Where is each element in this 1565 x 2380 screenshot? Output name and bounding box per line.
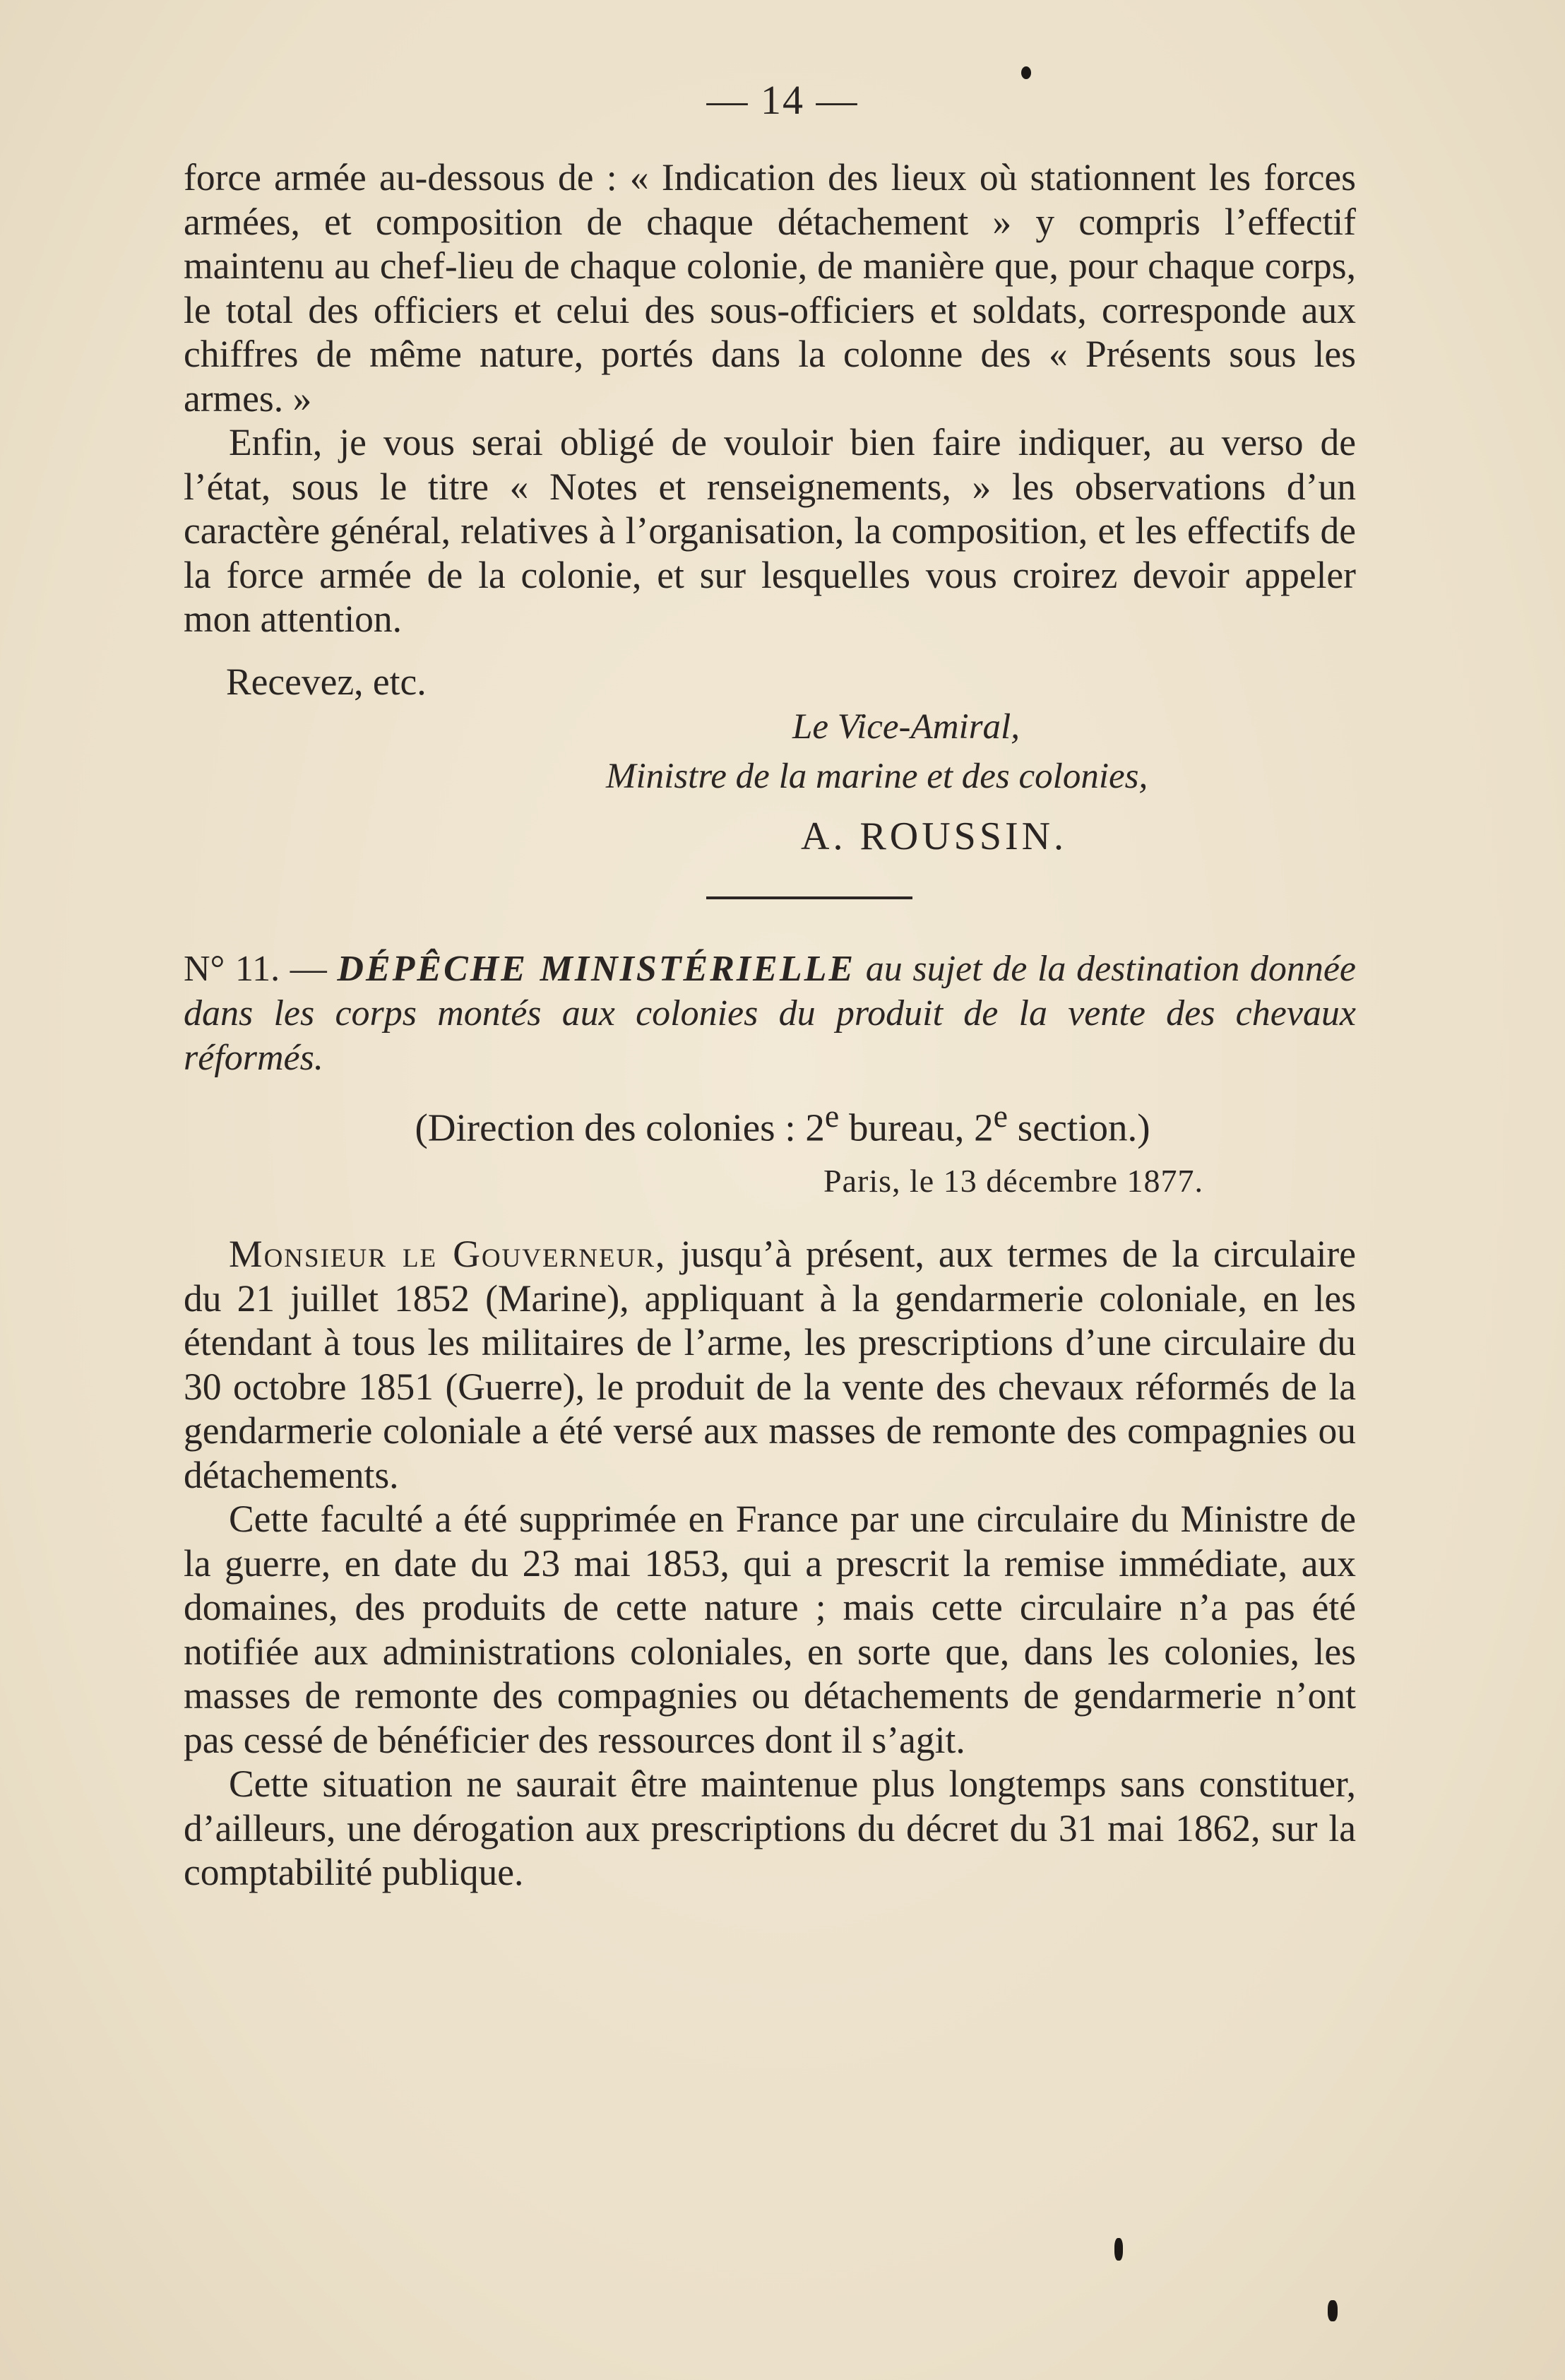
paragraph: Cette faculté a été supprimée en France par une circulaire du Ministre de la guerre, en date du 23 mai 1853, qui a prescrit la remise immédiate, aux domaines, des produits de cette nature ; mais cette circulaire n’a pas été notifiée aux administrations coloniales, en sorte que, dans les colonies, les masses de remonte des compagnies ou détachements de gendarmerie n’ont pas cessé de bénéficier des ressources dont il s’agit.: [184, 1498, 1356, 1761]
continuation-text: [184, 155, 1356, 641]
dispatch-body: [184, 1232, 1356, 1895]
paragraph: Cette situation ne saurait être maintenue plus longtemps sans constituer, d’ailleurs, une dérogation aux prescriptions du décret du 31 mai 1862, sur la comptabilité publique.: [184, 1763, 1356, 1893]
dateline: Paris, le 13 décembre 1877.: [823, 1163, 1203, 1199]
document-heading: [184, 947, 1356, 1080]
ink-speck: [1021, 66, 1031, 79]
paragraph-text: jusqu’à présent, aux termes de la circulaire du 21 juillet 1852 (Marine), appliquant à la gendarmerie coloniale, en les étendant à tous les militaires de l’arme, les prescriptions d’une circulaire du 30 octobre 1851 (Guerre), le produit de la vente des chevaux réformés de la gendarmerie coloniale a été versé aux masses de remonte des compagnies ou détachements.: [184, 1233, 1356, 1496]
page-number: — 14 —: [706, 77, 859, 123]
document-kind: DÉPÊCHE MINISTÉRIELLE: [337, 949, 856, 989]
direction-line: (Direction des colonies : 2e bureau, 2e section.): [415, 1098, 1150, 1149]
paragraph: Enfin, je vous serai obligé de vouloir bien faire indiquer, au verso de l’état, sous le titre « Notes et renseignements, » les observations d’un caractère général, relatives à l’organisation, la composition, et les effectifs de la force armée de la colonie, et sur lesquelles vous croirez devoir appeler mon attention.: [184, 421, 1356, 640]
signature-role: Ministre de la marine et des colonies,: [606, 757, 1148, 796]
document-subject: au sujet de la destination donnée dans les corps montés aux colonies du produit de la vente des chevaux réformés.: [184, 949, 1357, 1078]
document-number: N° 11. —: [184, 949, 327, 989]
ink-speck: [1328, 2300, 1338, 2321]
salutation: Monsieur le Gouverneur,: [229, 1233, 667, 1275]
signature-name: A. ROUSSIN.: [801, 815, 1068, 858]
paragraph: force armée au-dessous de : « Indication des lieux où stationnent les forces armées, et composition de chaque détachement » y compris l’effectif maintenu au chef-lieu de chaque colonie, de manière que, pour chaque corps, le total des officiers et celui des sous-officiers et soldats, corresponde aux chiffres de même nature, portés dans la colonne des « Présents sous les armes. »: [184, 156, 1356, 420]
section-divider: [706, 896, 912, 899]
closing-formula: Recevez, etc.: [226, 661, 427, 703]
paragraph: [184, 1232, 1356, 1497]
ink-speck: [1114, 2238, 1123, 2261]
signature-title: Le Vice-Amiral,: [792, 707, 1020, 747]
